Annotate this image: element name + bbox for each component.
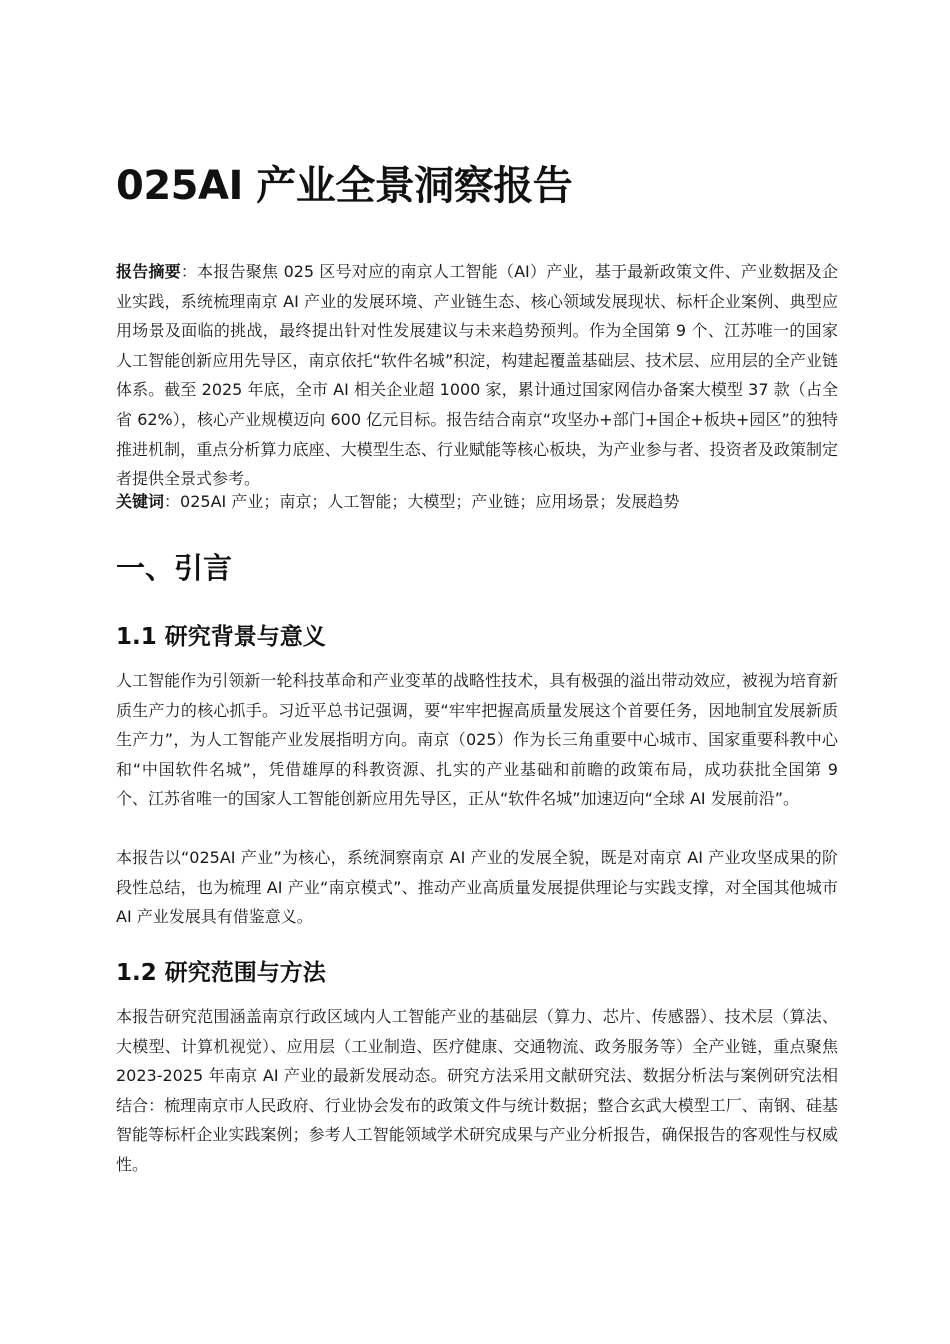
- abstract-separator: ：: [180, 262, 198, 281]
- document-title: 025AI 产业全景洞察报告: [116, 163, 573, 209]
- subsection-heading-scope-methods: 1.2 研究范围与方法: [116, 960, 326, 986]
- keywords-separator: ：: [164, 492, 181, 511]
- keywords-label: 关键词: [116, 492, 165, 511]
- abstract-text: 本报告聚焦 025 区号对应的南京人工智能（AI）产业，基于最新政策文件、产业数据及企业实践，系统梳理南京 AI 产业的发展环境、产业链生态、核心领域发展现状、标杆企业案例、典型应用场景及面临的挑战，最终提出针对性发展建议与未来趋势预判。作为全国第 9 个、江苏唯一的国家人工智能创新应用先导区，南京依托“软件名城”积淀，构建起覆盖基础层、技术层、应用层的全产业链体系。截至 2025 年底，全市 AI 相关企业超 1000 家，累计通过国家网信办备案大模型 37 款（占全省 62%），核心产业规模迈向 600 亿元目标。报告结合南京“攻坚办+部门+国企+板块+园区”的独特推进机制，重点分析算力底座、大模型生态、行业赋能等核心板块，为产业参与者、投资者及政策制定者提供全景式参考。: [116, 262, 838, 489]
- subsection-heading-background: 1.1 研究背景与意义: [116, 624, 326, 650]
- background-paragraph-1: 人工智能作为引领新一轮科技革命和产业变革的战略性技术，具有极强的溢出带动效应，被视为培育新质生产力的核心抓手。习近平总书记强调，要“牢牢把握高质量发展这个首要任务，因地制宜发展新质生产力”，为人工智能产业发展指明方向。南京（025）作为长三角重要中心城市、国家重要科教中心和“中国软件名城”，凭借雄厚的科教资源、扎实的产业基础和前瞻的政策布局，成功获批全国第 9 个、江苏省唯一的国家人工智能创新应用先导区，正从“软件名城”加速迈向“全球 AI 发展前沿”。: [116, 671, 838, 809]
- keywords-text: 025AI 产业；南京；人工智能；大模型；产业链；应用场景；发展趋势: [180, 492, 680, 511]
- section-heading-introduction: 一、引言: [116, 551, 233, 585]
- scope-methods-paragraph: 本报告研究范围涵盖南京行政区域内人工智能产业的基础层（算力、芯片、传感器）、技术层（算法、大模型、计算机视觉）、应用层（工业制造、医疗健康、交通物流、政务服务等）全产业链，重点聚焦 2023-2025 年南京 AI 产业的最新发展动态。研究方法采用文献研究法、数据分析法与案例研究法相结合：梳理南京市人民政府、行业协会发布的政策文件与统计数据；整合玄武大模型工厂、南钢、硅基智能等标杆企业实践案例；参考人工智能领域学术研究成果与产业分析报告，确保报告的客观性与权威性。: [116, 1007, 838, 1174]
- background-paragraph-2: 本报告以“025AI 产业”为核心，系统洞察南京 AI 产业的发展全貌，既是对南京 AI 产业攻坚成果的阶段性总结，也为梳理 AI 产业“南京模式”、推动产业高质量发展提供理论与实践支撑，对全国其他城市 AI 产业发展具有借鉴意义。: [116, 848, 838, 927]
- abstract-paragraph: [116, 257, 838, 494]
- abstract-label: 报告摘要: [116, 262, 181, 281]
- keywords-paragraph: [116, 487, 838, 517]
